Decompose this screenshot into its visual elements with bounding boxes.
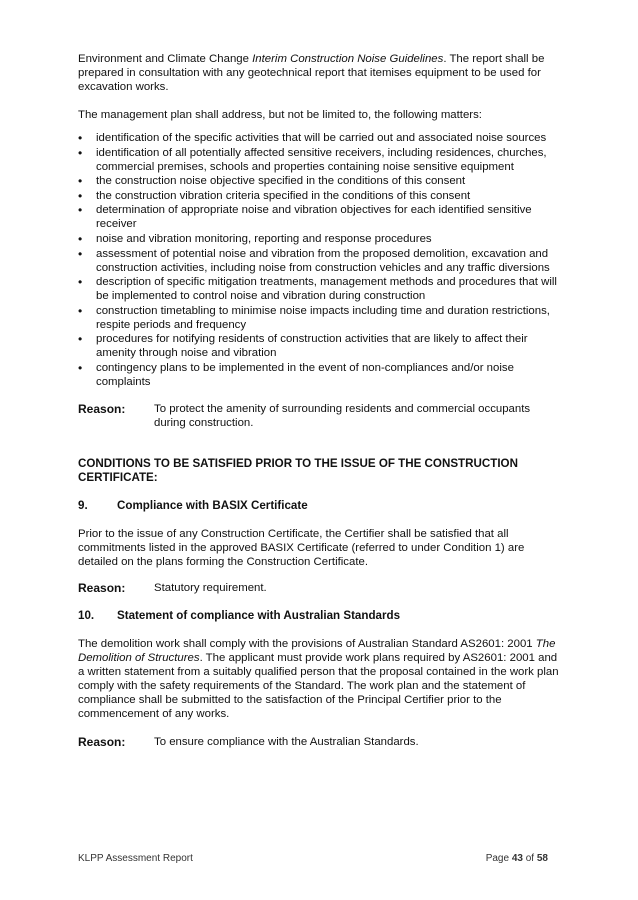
page-current: 43: [511, 853, 523, 864]
reason-block: [78, 735, 563, 749]
list-item: • assessment of potential noise and vibration from the proposed demolition, excavation and construction activities, including noise from construction vehicles and any traffic diversions: [78, 247, 563, 275]
condition-10-title: [78, 609, 563, 623]
section-heading: CONDITIONS TO BE SATISFIED PRIOR TO THE ISSUE OF THE CONSTRUCTION CERTIFICATE:: [78, 456, 518, 484]
condition-title-text: Statement of compliance with Australian Standards: [117, 608, 401, 622]
list-item: • determination of appropriate noise and vibration objectives for each identified sensitive receiver: [78, 203, 563, 231]
list-item: • procedures for notifying residents of construction activities that are likely to affect their amenity through noise and vibration: [78, 332, 563, 360]
reason-block: [78, 581, 563, 595]
intro-text-start: Environment and Climate Change: [78, 53, 253, 65]
body-text-start: The demolition work shall comply with the provisions of Australian Standard AS2601: 2001: [78, 637, 536, 650]
list-item: • the construction vibration criteria specified in the conditions of this consent: [78, 189, 563, 203]
report-name: KLPP Assessment Report: [78, 853, 193, 864]
intro-paragraph: [78, 52, 563, 94]
page-of: of: [522, 853, 537, 864]
page-label: Page: [485, 853, 512, 864]
page-number: [486, 852, 548, 866]
management-plan-intro: The management plan shall address, but not be limited to, the following matters:: [78, 109, 482, 121]
condition-number: 9.: [78, 498, 88, 512]
list-item: • the construction noise objective specified in the conditions of this consent: [78, 174, 563, 188]
condition-title-text: Compliance with BASIX Certificate: [117, 498, 308, 512]
condition-9-body: Prior to the issue of any Construction Certificate, the Certifier shall be satisfied that all commitments listed in the approved BASIX Certificate (referred to under Condition 1) are detailed on the plans forming the Construction Certificate.: [78, 527, 525, 568]
intro-text-end: . The report shall be prepared in consultation with any geotechnical report that itemises equipment to be used for excavation works.: [78, 53, 545, 93]
matters-list: [78, 131, 563, 389]
reason-block: [78, 402, 563, 430]
body-text-end: . The applicant must provide work plans required by AS2601: 2001 and a written statement from a suitably qualified person that the proposal contained in the work plan comply with the safety requirements of the Standard. The work plan and the statement of compliance shall be submitted to the satisfaction of the Principal Certifier prior to the commencement of any works.: [78, 651, 559, 720]
condition-9-title: [78, 499, 563, 513]
condition-number: 10.: [78, 608, 95, 622]
reason-text: Statutory requirement.: [154, 581, 267, 594]
reason-text: To protect the amenity of surrounding residents and commercial occupants during construction.: [154, 402, 531, 429]
standard-title: The Demolition of Structures: [78, 637, 556, 664]
list-item: • noise and vibration monitoring, reporting and response procedures: [78, 232, 563, 246]
list-item: • construction timetabling to minimise noise impacts including time and duration restrictions, respite periods and frequency: [78, 304, 563, 332]
list-item: • identification of all potentially affected sensitive receivers, including residences, churches, commercial premises, schools and properties containing noise sensitive equipment: [78, 146, 563, 174]
reason-label: Reason:: [78, 734, 126, 749]
reason-label: Reason:: [78, 580, 126, 595]
list-item: • identification of the specific activities that will be carried out and associated noise sources: [78, 131, 563, 145]
reason-label: Reason:: [78, 401, 126, 416]
document-page: [78, 52, 563, 749]
list-item: • description of specific mitigation treatments, management methods and procedures that will be implemented to control noise and vibration during construction: [78, 275, 563, 303]
guideline-title: Interim Construction Noise Guidelines: [252, 53, 444, 65]
reason-text: To ensure compliance with the Australian Standards.: [154, 735, 419, 748]
list-item: • contingency plans to be implemented in the event of non-compliances and/or noise complaints: [78, 361, 563, 389]
condition-10-body: [78, 637, 563, 721]
page-total: 58: [536, 853, 548, 864]
